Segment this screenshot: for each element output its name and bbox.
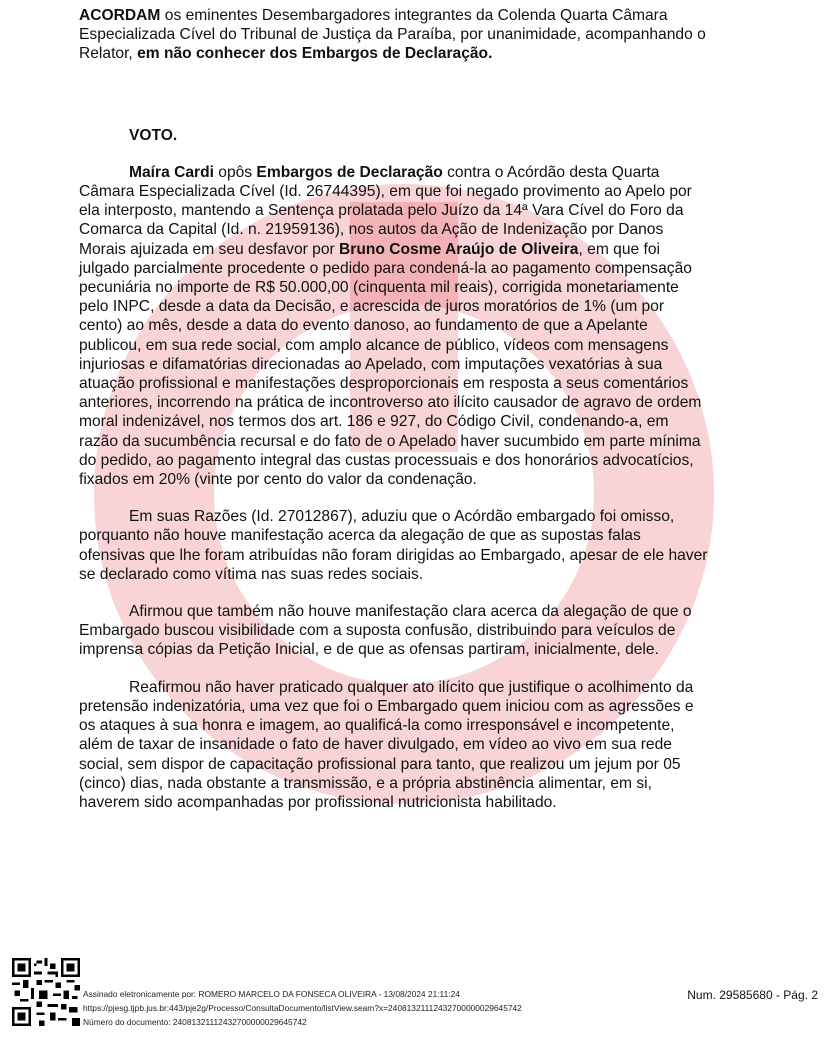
paragraph-4: Reafirmou não haver praticado qualquer ato ilícito que justifique o acolhimento da pretensão indenizatória, uma vez que foi o Embargado quem iniciou com as agressões e os ataques à sua honra e imagem, ao qualificá-la como irresponsável e incompetente, além de taxar de insanidade o fato de haver divulgado, em vídeo ao vivo em sua rede social, sem dispor de capacitação profissional para tanto, que realizou um jejum por 05 (cinco) dias, nada obstante a transmissão, e a própria abstinência alimentar, em si, haverem sido acompanhadas por profissional nutricionista habilitado.: [79, 678, 694, 811]
decision-lead: ACORDAM: [79, 7, 161, 24]
signature-info: [83, 987, 522, 1030]
section-heading: VOTO.: [129, 126, 178, 144]
paragraph-3: Afirmou que também não houve manifestação clara acerca da alegação de que o Embargado buscou visibilidade com a suposta confusão, distribuindo para veículos de imprensa cópias da Petição Inicial, e de que as ofensas partiram, inicialmente, dele.: [79, 603, 692, 659]
decision-text: os eminentes Desembargadores integrantes da Colenda Quarta Câmara Especializada Cível do Tribunal de Justiça da Paraíba, por unanimidade, acompanhando o Relator,: [79, 7, 706, 63]
embargos-term: Embargos de Declaração: [256, 163, 443, 181]
paragraph-1: Maíra Cardi opôs Embargos de Declaração contra o Acórdão desta Quarta Câmara Especializada Cível (Id. 26744395), em que foi negado provimento ao Apelo por ela interposto, mantendo a Sentença prolatada pelo Juízo da 14ª Vara Cível do Foro da Comarca da Capital (Id. n. 21959136), nos autos da Ação de Indenização por Danos Morais ajuizada em seu desfavor por Bruno Cosme Araújo de Oliveira, em que foi julgado parcialmente procedente o pedido para condená-la ao pagamento compensação pecuniária no importe de R$ 50.000,00 (cinquenta mil reais), corrigida monetariamente pelo INPC, desde a data da Decisão, e acrescida de juros moratórios de 1% (um por cento) ao mês, desde a data do evento danoso, ao fundamento de que a Apelante publicou, em sua rede social, com amplo alcance de público, vídeos com mensagens injuriosas e difamatórias direcionadas ao Apelado, com imputações vexatórias à sua atuação profissional e manifestações desproporcionais em resposta a seus comentários anteriores, incorrendo na prática de incontroverso ato ilícito causador de agravo de ordem moral indenizável, nos termos dos art. 186 e 927, do Código Civil, condenando-a, em razão da sucumbência recursal e do fato de o Apelado haver sucumbido em parte mínima do pedido, ao pagamento integral das custas processuais e dos honorários advocatícios, fixados em 20% (vinte por cento do valor da condenação.: [79, 163, 702, 489]
paragraph-2: Em suas Razões (Id. 27012867), aduziu que o Acórdão embargado foi omisso, porquanto não houve manifestação acerca da alegação de que as supostas falas ofensivas que lhe foram atribuídas não foram dirigidas ao Embargado, apesar de ele haver se declarado como vítima nas suas redes sociais.: [79, 508, 708, 583]
page-number: Num. 29585680 - Pág. 2: [687, 988, 818, 1002]
plaintiff-name: Bruno Cosme Araújo de Oliveira: [339, 240, 579, 258]
qr-code-icon[interactable]: [12, 958, 80, 1026]
decision-paragraph: [79, 6, 709, 64]
decision-conclusion: em não conhecer dos Embargos de Declaração.: [137, 45, 493, 63]
party-name: Maíra Cardi: [129, 163, 214, 181]
signature-footer: [0, 955, 826, 1041]
document-url[interactable]: https://pjesg.tjpb.jus.br:443/pje2g/Processo/ConsultaDocumento/listView.seam?x=24081321112432700000029645742: [83, 1003, 522, 1014]
document-body: [79, 6, 709, 812]
signed-by: Assinado eletronicamente por: ROMERO MARCELO DA FONSECA OLIVEIRA - 13/08/2024 21:11:24: [83, 989, 460, 999]
document-number: Número do documento: 24081321112432700000029645742: [83, 1017, 307, 1028]
